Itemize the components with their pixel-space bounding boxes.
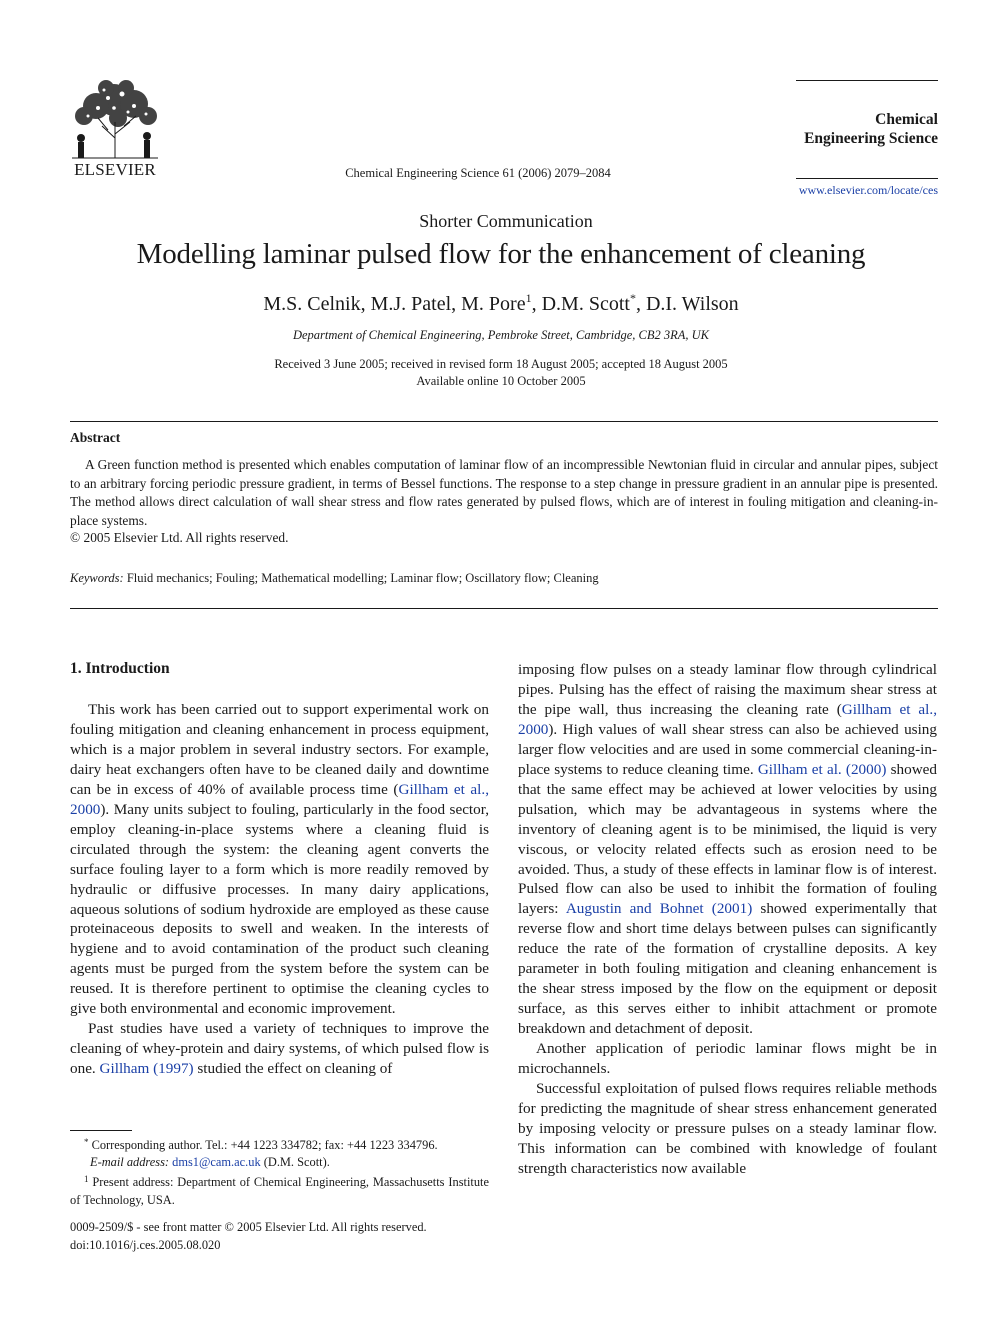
intro-paragraph-2-continued xyxy=(518,660,937,1039)
doi-line: doi:10.1016/j.ces.2005.08.020 xyxy=(70,1238,221,1252)
left-column xyxy=(70,700,489,1079)
text-run: studied the effect on cleaning of xyxy=(193,1060,393,1078)
email-owner: (D.M. Scott). xyxy=(260,1155,330,1170)
ref-link-gillham-2000-b[interactable]: Gillham et al., 2000 xyxy=(518,700,937,738)
journal-name-line2: Engineering Science xyxy=(804,130,938,147)
text-run: showed that the same effect may be achieved at lower velocities by using pulsation, which may be advantageous in systems where the inventory of cleaning agent is to be minimised, the liquid is very viscous, or velocity related effects such as erosion need to be avoided. Thus, a study of these effects in laminar flow is of interest. Pulsed flow can also be used to inhibit the formation of fouling layers: xyxy=(518,760,938,918)
email-link[interactable]: dms1@cam.ac.uk xyxy=(172,1155,261,1170)
issn-line: 0009-2509/$ - see front matter © 2005 Elsevier Ltd. All rights reserved. xyxy=(70,1220,427,1234)
abstract-copyright: © 2005 Elsevier Ltd. All rights reserved. xyxy=(70,530,289,545)
ref-link-gillham-1997[interactable]: Gillham (1997) xyxy=(99,1060,194,1078)
received-dates: Received 3 June 2005; received in revised form 18 August 2005; accepted 18 August 2005 xyxy=(274,357,728,371)
ref-link-augustin-bohnet-2001[interactable]: Augustin and Bohnet (2001) xyxy=(565,900,753,918)
text-run: ). Many units subject to fouling, particularly in the food sector, employ cleaning-in-place systems where a cleaning fluid is circulated through the system: the cleaning agent converts the surface fouling layer to a form which is more readily removed by hydraulic or diffusive processes. In many dairy applications, aqueous solutions of sodium hydroxide are employed as these cause proteinaceous deposits to swell and weaken. In the interests of hygiene and to avoid contamination of the product such cleaning agents must be purged from the system before the system can be reused. It is therefore pertinent to optimise the cleaning cycles to give both environmental and economic improvement. xyxy=(70,800,489,1018)
abstract-body: A Green function method is presented which enables computation of laminar flow of an incompressible Newtonian fluid in circular and annular pipes, subject to an arbitrary forcing periodic pressure gradient, in terms of Bessel functions. The response to a step change in pressure gradient in an annular pipe is presented. The method allows direct calculation of wall shear stress and flow rates generated by pulsed flows, which are of interest in fouling mitigation and cleaning-in-place systems. xyxy=(70,457,938,528)
header-rule-top xyxy=(796,80,938,81)
header-rule-bottom xyxy=(796,178,938,179)
affiliation: Department of Chemical Engineering, Pembroke Street, Cambridge, CB2 3RA, UK xyxy=(292,328,709,342)
text-run: ). High values of wall shear stress can also be achieved using larger flow velocities and are used in some commercial cleaning-in-place systems to reduce cleaning time. xyxy=(518,720,937,778)
journal-url-link[interactable]: www.elsevier.com/locate/ces xyxy=(798,183,938,197)
article-dates xyxy=(70,356,932,390)
text-run: This work has been carried out to support experimental work on fouling mitigation and cleaning enhancement in process equipment, which is a major problem in several industry sectors. For example, dairy heat exchangers often have to be cleaned daily and downtime can be in excess of 40% of available process time ( xyxy=(70,701,489,798)
text-run: imposing flow pulses on a steady laminar flow through cylindrical pipes. Pulsing has the effect of raising the maximum shear stress at the pipe wall, thus increasing the cleaning rate ( xyxy=(518,661,937,718)
text-run: showed experimentally that reverse flow and short time delays between pulses can significantly reduce the rate of the formation of crystalline deposits. A key parameter in both fouling mitigation and cleaning enhancement is the shear stress imposed by the flow on the equipment or deposit surface, as this serves either to inhibit attachment or promote breakdown and detachment of deposit. xyxy=(518,900,937,1038)
front-matter xyxy=(70,1218,427,1254)
section-heading-introduction: 1. Introduction xyxy=(70,660,170,677)
keywords xyxy=(70,571,599,586)
right-column xyxy=(518,660,937,1179)
footnote-email xyxy=(70,1154,489,1171)
footnotes xyxy=(70,1134,489,1209)
intro-paragraph-2-start xyxy=(70,1019,489,1079)
footnote-text: Present address: Department of Chemical Engineering, Massachusetts Institute of Technology, USA. xyxy=(70,1175,489,1207)
abstract-top-rule xyxy=(70,421,938,422)
authors-part1: M.S. Celnik, M.J. Patel, M. Pore xyxy=(263,293,526,315)
footnote-marker: 1 xyxy=(84,1174,89,1185)
authors-part3: , D.I. Wilson xyxy=(635,293,739,315)
footnote-corresponding xyxy=(70,1134,489,1154)
ref-link-gillham-2000[interactable]: Gillham et al., 2000 xyxy=(70,780,489,818)
footnote-1 xyxy=(70,1171,489,1208)
available-online: Available online 10 October 2005 xyxy=(416,374,586,388)
intro-paragraph-4: Successful exploitation of pulsed flows requires reliable methods for predicting the magnitude of shear stress enhancement generated by imposing velocity or pressure pulses on a steady laminar flow. This information can be combined with knowledge of foulant strength characteristics now available xyxy=(518,1080,937,1177)
journal-name-line1: Chemical xyxy=(875,111,938,128)
intro-paragraph-1 xyxy=(70,700,489,1019)
intro-paragraph-3: Another application of periodic laminar flows might be in microchannels. xyxy=(518,1040,937,1078)
elsevier-logo xyxy=(68,78,162,182)
corresponding-author-marker[interactable]: * xyxy=(629,291,636,305)
authors-part2: , D.M. Scott xyxy=(531,293,630,315)
abstract-bottom-rule xyxy=(70,608,938,609)
ref-link-gillham-2000-c[interactable]: Gillham et al. (2000) xyxy=(757,760,887,778)
footnote-text: Corresponding author. Tel.: +44 1223 334782; fax: +44 1223 334796. xyxy=(88,1138,438,1152)
text-run: Past studies have used a variety of techniques to improve the cleaning of whey-protein and dairy systems, of which pulsed flow is one. xyxy=(70,1020,489,1078)
email-label: E-mail address: xyxy=(90,1155,170,1170)
footnote-marker-1[interactable]: 1 xyxy=(525,291,532,305)
author-list xyxy=(70,291,932,316)
footnote-marker: * xyxy=(84,1137,89,1147)
tree-emblem-icon xyxy=(68,78,162,160)
keywords-label: Keywords: xyxy=(70,571,124,585)
journal-name xyxy=(780,110,938,148)
footnote-rule xyxy=(70,1130,132,1131)
keywords-list: Fluid mechanics; Fouling; Mathematical modelling; Laminar flow; Oscillatory flow; Cleaning xyxy=(123,571,599,585)
article-type: Shorter Communication xyxy=(419,211,593,231)
abstract-heading: Abstract xyxy=(70,430,121,445)
journal-citation: Chemical Engineering Science 61 (2006) 2079–2084 xyxy=(345,166,611,180)
publisher-wordmark: ELSEVIER xyxy=(74,160,156,179)
article-title: Modelling laminar pulsed flow for the enhancement of cleaning xyxy=(136,238,866,270)
